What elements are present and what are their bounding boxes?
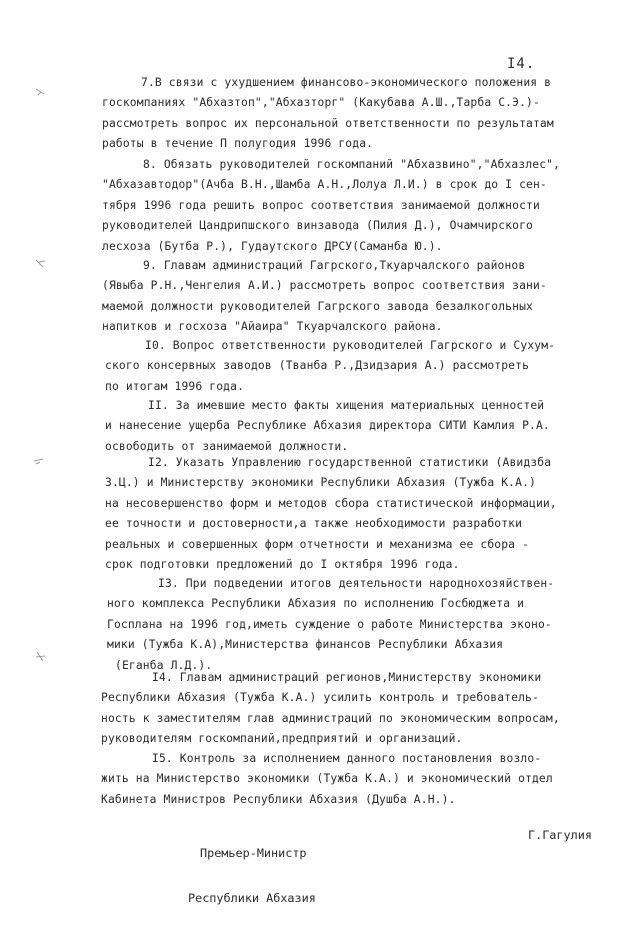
paragraph-12	[148, 453, 551, 474]
text-line: руководителей Цандрипшского винзавода (Пилия Д.), Очамчирского	[102, 219, 533, 233]
text-line: Госплана на 1996 год,иметь суждение о работе Министерства эконо-	[107, 617, 552, 631]
text-line: (Еганба Л.Д.).	[115, 658, 213, 672]
text-line: (Явыба Р.Н.,Ченгелия А.И.) рассмотреть вопрос соответствия зани-	[102, 279, 547, 292]
text-line: I3. При подведении итогов деятельности народнохозяйствен-	[158, 577, 555, 590]
text-line: напитков и госхоза "Айаира" Ткуарчалского района.	[102, 320, 443, 334]
text-line: жить на Министерство экономики (Тужба К.А.) и экономический отдел	[101, 772, 553, 785]
paragraph-8	[143, 155, 560, 176]
text-line: I4. Главам администраций регионов,Министерству экономики	[152, 671, 542, 684]
text-line: Кабинета Министров Республики Абхазия (Душба А.Н.).	[101, 792, 456, 806]
paragraph-14-body	[101, 688, 560, 750]
text-line: рассмотреть вопрос их персональной ответственности по результатам	[102, 116, 554, 130]
paragraph-13	[158, 574, 554, 595]
text-line: работы в течение П полугодия 1996 года.	[102, 137, 374, 151]
text-line: ность к заместителям глав администраций по экономическим вопросам,	[101, 711, 560, 725]
text-line: освободить от занимаемой должности.	[105, 439, 349, 453]
text-line: маемой должности руководителей Гагрского завода безалкогольных	[102, 299, 533, 313]
text-line: на несовершенство форм и методов сбора статистической информации,	[105, 496, 557, 510]
text-line: I5. Контроль за исполнением данного постановления возло-	[152, 752, 542, 765]
text-line: "Абхазавтодор"(Ачба В.Н.,Шамба А.Н.,Лолуа Л.И.) в срок до I сен-	[102, 178, 547, 191]
paragraph-13-body	[107, 594, 552, 676]
text-line: 9. Главам администраций Гагрского,Ткуарчалского районов	[143, 259, 526, 272]
text-line: ского консервных заводов (Тванба Р.,Дзидзария А.) рассмотреть	[105, 359, 530, 372]
text-line: реальных и совершенных форм отчетности и механизма ее сбора -	[105, 537, 530, 551]
text-line: Республики Абхазия (Тужба К.А.) усилить контроль и требователь-	[101, 691, 539, 704]
text-line: II. За имевшие место факты хищения материальных ценностей	[148, 399, 545, 412]
text-line: I2. Указать Управлению государственной статистики (Авидзба	[148, 456, 552, 469]
paragraph-8-body	[102, 175, 547, 257]
paragraph-10	[145, 336, 555, 357]
paragraph-7-body	[102, 93, 554, 155]
signature-title-line1: Премьер-Министр	[200, 846, 307, 860]
paragraph-12-body	[105, 473, 557, 576]
text-line: 7.В связи с ухудшением финансово-экономического положения в	[141, 76, 552, 89]
text-line: лесхоза (Бутба Р.), Гудаутского ДРСУ(Саманба Ю.).	[102, 239, 443, 253]
signature-title	[188, 816, 316, 936]
text-line: 8. Обязать руководителей госкомпаний "Абхазвино","Абхазлес",	[143, 158, 561, 171]
signature-name: Г.Гагулия	[528, 828, 592, 842]
margin-tick-mark	[34, 86, 48, 98]
margin-tick-mark	[34, 650, 48, 664]
paragraph-7	[141, 73, 551, 94]
paragraph-15-body	[101, 769, 553, 810]
paragraph-15	[152, 749, 541, 770]
text-line: госкомпаниях "Абхазтоп","Абхазторг" (Какубава А.Ш.,Тарба С.Э.)-	[102, 96, 540, 109]
text-line: руководителям госкомпаний,предприятий и организаций.	[101, 732, 463, 746]
text-line: мики (Тужба К.А),Министерства финансов Республики Абхазия	[107, 638, 504, 652]
text-line: ного комплекса Республики Абхазия по исполнению Госбюджета и	[107, 597, 525, 610]
text-line: З.Ц.) и Министерству экономики Республики Абхазия (Тужба К.А.)	[105, 476, 536, 489]
text-line: ее точности и достоверности,а также необходимости разработки	[105, 517, 523, 531]
signature-title-line2: Республики Абхазия	[188, 891, 316, 905]
paragraph-10-body	[105, 356, 529, 397]
text-line: по итогам 1996 года.	[105, 379, 245, 393]
page-number: I4.	[507, 56, 536, 72]
paragraph-9	[143, 256, 525, 277]
paragraph-9-body	[102, 276, 547, 338]
margin-tick-mark	[32, 455, 46, 467]
paragraph-11	[148, 396, 544, 417]
margin-tick-mark	[34, 258, 48, 270]
text-line: срок подготовки предложений до I октября 1996 года.	[105, 558, 460, 572]
paragraph-14	[152, 668, 541, 689]
text-line: тября 1996 года решить вопрос соответствия занимаемой должности	[102, 198, 540, 212]
text-line: и нанесение ущерба Республике Абхазия директора СИТИ Камлия Р.А.	[105, 419, 550, 432]
paragraph-11-body	[105, 416, 550, 457]
text-line: I0. Вопрос ответственности руководителей Гагрского и Сухум-	[145, 339, 556, 352]
